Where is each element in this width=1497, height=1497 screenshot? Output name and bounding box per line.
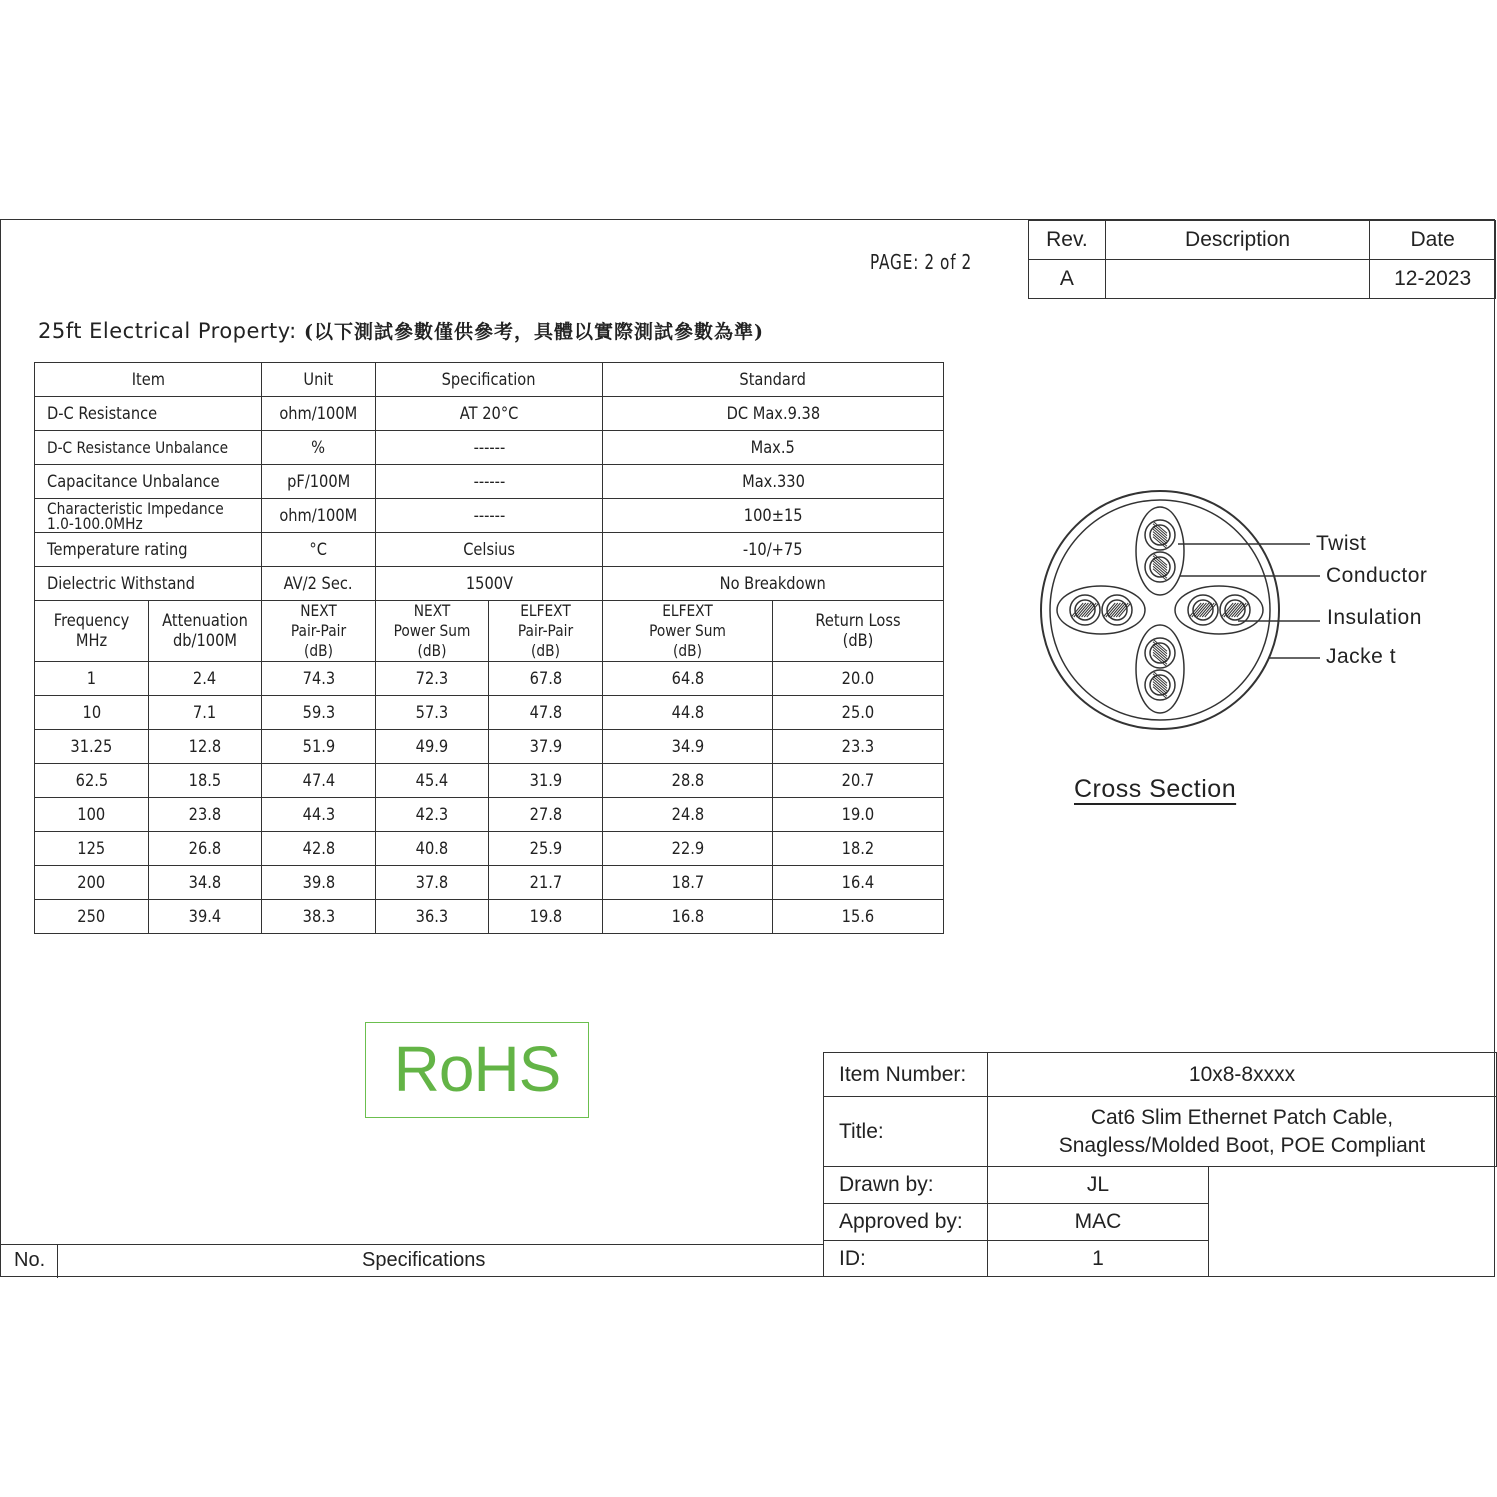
- spec-row: [35, 397, 944, 431]
- frequency-cell: 44.8: [603, 696, 773, 730]
- rev-value: A: [1029, 260, 1106, 299]
- frequency-cell: 39.8: [262, 866, 376, 900]
- frequency-row: [35, 662, 944, 696]
- frequency-cell: 62.5: [35, 764, 149, 798]
- property-title-en: 25ft Electrical Property:: [38, 319, 297, 343]
- drawn-by-value: JL: [988, 1167, 1209, 1204]
- description-header: Description: [1105, 221, 1369, 260]
- frequency-cell: 23.8: [149, 798, 262, 832]
- frequency-cell: 38.3: [262, 900, 376, 934]
- spec-standard: DC Max.9.38: [603, 397, 944, 431]
- frequency-cell: 74.3: [262, 662, 376, 696]
- revision-table: [1028, 220, 1496, 299]
- frequency-cell: 44.3: [262, 798, 376, 832]
- frequency-cell: 39.4: [149, 900, 262, 934]
- spec-item: Capacitance Unbalance: [35, 465, 262, 499]
- cross-section-title: Cross Section: [1074, 775, 1237, 803]
- frequency-cell: 100: [35, 798, 149, 832]
- spec-item: Dielectric Withstand: [35, 567, 262, 601]
- item-number-label: Item Number:: [824, 1053, 988, 1097]
- frequency-cell: 22.9: [603, 832, 773, 866]
- title-label: Title:: [824, 1097, 988, 1167]
- spec-unit: ohm/100M: [262, 499, 376, 533]
- spec-unit: °C: [262, 533, 376, 567]
- id-value: 1: [988, 1241, 1209, 1277]
- freq-header-cell: Attenuation db/100M: [149, 601, 262, 662]
- frequency-row: [35, 866, 944, 900]
- frequency-cell: 51.9: [262, 730, 376, 764]
- frequency-cell: 20.7: [773, 764, 944, 798]
- frequency-cell: 28.8: [603, 764, 773, 798]
- footer-specifications: Specifications: [362, 1249, 486, 1271]
- frequency-cell: 16.8: [603, 900, 773, 934]
- rev-header: Rev.: [1029, 221, 1106, 260]
- spec-unit: pF/100M: [262, 465, 376, 499]
- spec-standard: Max.5: [603, 431, 944, 465]
- date-header: Date: [1370, 221, 1496, 260]
- frequency-cell: 16.4: [773, 866, 944, 900]
- spec-unit: %: [262, 431, 376, 465]
- spec-unit: AV/2 Sec.: [262, 567, 376, 601]
- twisted-pair: [1136, 507, 1184, 595]
- freq-header-cell: ELFEXT Power Sum (dB): [603, 601, 773, 662]
- frequency-cell: 125: [35, 832, 149, 866]
- spec-specification: AT 20°C: [376, 397, 603, 431]
- frequency-row: [35, 832, 944, 866]
- spec-header-row: [35, 363, 944, 397]
- electrical-spec-table: [34, 362, 944, 934]
- twisted-pair: [1136, 625, 1184, 713]
- frequency-cell: 59.3: [262, 696, 376, 730]
- spec-specification: ------: [376, 465, 603, 499]
- frequency-cell: 49.9: [376, 730, 489, 764]
- twisted-pair: [1057, 586, 1145, 634]
- frequency-cell: 34.8: [149, 866, 262, 900]
- frequency-cell: 42.3: [376, 798, 489, 832]
- conductor-label: Conductor: [1326, 564, 1428, 587]
- spec-specification: Celsius: [376, 533, 603, 567]
- freq-header-cell: NEXT Pair-Pair (dB): [262, 601, 376, 662]
- frequency-cell: 12.8: [149, 730, 262, 764]
- title-line-2: Snagless/Molded Boot, POE Compliant: [1058, 1133, 1426, 1157]
- frequency-cell: 2.4: [149, 662, 262, 696]
- spec-item: Temperature rating: [35, 533, 262, 567]
- frequency-cell: 18.2: [773, 832, 944, 866]
- description-value: [1105, 260, 1369, 299]
- frequency-cell: 45.4: [376, 764, 489, 798]
- frequency-cell: 31.9: [489, 764, 603, 798]
- frequency-cell: 47.8: [489, 696, 603, 730]
- frequency-cell: 64.8: [603, 662, 773, 696]
- approved-by-label: Approved by:: [824, 1204, 988, 1241]
- freq-header-cell: ELFEXT Pair-Pair (dB): [489, 601, 603, 662]
- item-number-value: 10x8-8xxxx: [988, 1053, 1497, 1097]
- frequency-cell: 15.6: [773, 900, 944, 934]
- frequency-cell: 27.8: [489, 798, 603, 832]
- footer-no: No.: [14, 1249, 46, 1271]
- spec-specification: 1500V: [376, 567, 603, 601]
- spec-row: [35, 499, 944, 533]
- frequency-row: [35, 900, 944, 934]
- title-block-blank: [1209, 1167, 1497, 1277]
- frequency-row: [35, 764, 944, 798]
- frequency-cell: 20.0: [773, 662, 944, 696]
- twisted-pair: [1175, 586, 1263, 634]
- twist-label: Twist: [1316, 532, 1367, 555]
- freq-header-cell: NEXT Power Sum (dB): [376, 601, 489, 662]
- approved-by-value: MAC: [988, 1204, 1209, 1241]
- title-value: [988, 1097, 1497, 1167]
- spec-specification: ------: [376, 499, 603, 533]
- item-header: Item: [35, 363, 262, 397]
- frequency-cell: 7.1: [149, 696, 262, 730]
- frequency-cell: 23.3: [773, 730, 944, 764]
- frequency-cell: 57.3: [376, 696, 489, 730]
- rohs-badge: RoHS: [365, 1022, 589, 1118]
- freq-header-cell: Frequency MHz: [35, 601, 149, 662]
- spec-row: [35, 465, 944, 499]
- frequency-cell: 10: [35, 696, 149, 730]
- frequency-row: [35, 696, 944, 730]
- drawn-by-label: Drawn by:: [824, 1167, 988, 1204]
- frequency-row: [35, 798, 944, 832]
- frequency-cell: 47.4: [262, 764, 376, 798]
- frequency-cell: 67.8: [489, 662, 603, 696]
- frequency-cell: 21.7: [489, 866, 603, 900]
- spec-item: D-C Resistance Unbalance: [35, 431, 262, 465]
- footer-divider: [57, 1244, 58, 1278]
- standard-header: Standard: [603, 363, 944, 397]
- spec-standard: -10/+75: [603, 533, 944, 567]
- frequency-cell: 19.0: [773, 798, 944, 832]
- spec-standard: Max.330: [603, 465, 944, 499]
- id-label: ID:: [824, 1241, 988, 1277]
- frequency-cell: 42.8: [262, 832, 376, 866]
- frequency-cell: 200: [35, 866, 149, 900]
- insulation-label: Insulation: [1327, 606, 1422, 629]
- spec-row: [35, 533, 944, 567]
- spec-row: [35, 431, 944, 465]
- title-block: [823, 1052, 1497, 1277]
- spec-row: [35, 567, 944, 601]
- frequency-cell: 36.3: [376, 900, 489, 934]
- frequency-row: [35, 730, 944, 764]
- spec-standard: 100±15: [603, 499, 944, 533]
- property-title: [38, 317, 764, 344]
- frequency-cell: 19.8: [489, 900, 603, 934]
- frequency-cell: 25.0: [773, 696, 944, 730]
- frequency-cell: 1: [35, 662, 149, 696]
- unit-header: Unit: [262, 363, 376, 397]
- specification-header: Specification: [376, 363, 603, 397]
- frequency-cell: 250: [35, 900, 149, 934]
- title-line-1: Cat6 Slim Ethernet Patch Cable,: [1090, 1105, 1394, 1129]
- spec-specification: ------: [376, 431, 603, 465]
- frequency-cell: 37.8: [376, 866, 489, 900]
- date-value: 12-2023: [1370, 260, 1496, 299]
- jacket-label: Jacke t: [1326, 645, 1397, 668]
- page-number: PAGE: 2 of 2: [870, 250, 973, 274]
- frequency-header-row: [35, 601, 944, 662]
- spec-unit: ohm/100M: [262, 397, 376, 431]
- frequency-cell: 34.9: [603, 730, 773, 764]
- spec-item: D-C Resistance: [35, 397, 262, 431]
- frequency-cell: 18.7: [603, 866, 773, 900]
- property-title-cn: (以下測試參數僅供參考，具體以實際測試參數為準): [303, 321, 764, 343]
- frequency-cell: 72.3: [376, 662, 489, 696]
- freq-header-cell: Return Loss (dB): [773, 601, 944, 662]
- spec-item: Characteristic Impedance 1.0-100.0MHz: [35, 499, 262, 533]
- frequency-cell: 40.8: [376, 832, 489, 866]
- frequency-cell: 31.25: [35, 730, 149, 764]
- frequency-cell: 24.8: [603, 798, 773, 832]
- frequency-cell: 37.9: [489, 730, 603, 764]
- frequency-cell: 18.5: [149, 764, 262, 798]
- frequency-cell: 26.8: [149, 832, 262, 866]
- frequency-cell: 25.9: [489, 832, 603, 866]
- spec-standard: No Breakdown: [603, 567, 944, 601]
